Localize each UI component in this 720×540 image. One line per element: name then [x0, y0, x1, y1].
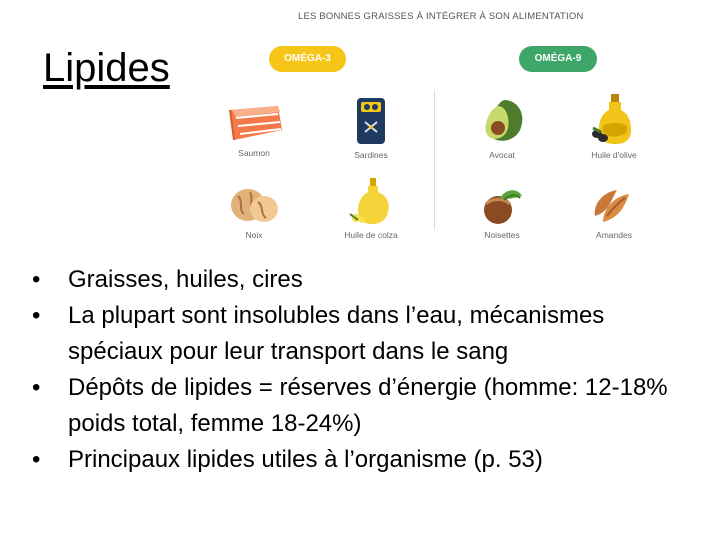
bullet-list — [22, 262, 702, 478]
food-item-amandes — [574, 186, 654, 240]
olive-oil-icon — [589, 92, 639, 146]
almond-icon — [589, 186, 639, 226]
sardines-can-icon — [351, 96, 391, 146]
food-label: Huile d'olive — [591, 150, 637, 160]
infographic-heading: LES BONNES GRAISSES À INTÉGRER À SON ALIMENTATION — [298, 11, 584, 22]
food-item-huile-colza — [331, 176, 411, 240]
group-divider — [434, 90, 435, 230]
salmon-icon — [222, 100, 286, 144]
food-item-noisettes — [462, 186, 542, 240]
good-fats-infographic — [210, 0, 660, 250]
omega3-badge: OMÉGA-3 — [269, 46, 346, 72]
food-label: Avocat — [489, 150, 515, 160]
walnut-icon — [228, 184, 280, 226]
food-label: Sardines — [354, 150, 388, 160]
food-item-avocat — [462, 96, 542, 160]
rapeseed-oil-icon — [346, 176, 396, 226]
food-label: Huile de colza — [344, 230, 398, 240]
bullet-item: • Dépôts de lipides = réserves d’énergie (homme: 12-18% poids total, femme 18-24%) — [22, 370, 702, 442]
food-label: Noix — [245, 230, 263, 240]
bullet-item: • La plupart sont insolubles dans l’eau, mécanismes spéciaux pour leur transport dans le sang — [22, 298, 702, 370]
food-item-sardines — [331, 96, 411, 160]
food-item-huile-olive — [574, 92, 654, 160]
food-item-noix — [214, 184, 294, 240]
food-label: Saumon — [238, 148, 270, 158]
bullet-item: • Principaux lipides utiles à l’organisme (p. 53) — [22, 442, 702, 478]
bullet-item: • Graisses, huiles, cires — [22, 262, 702, 298]
omega9-badge: OMÉGA-9 — [519, 46, 597, 72]
food-label: Noisettes — [484, 230, 520, 240]
hazelnut-icon — [478, 186, 526, 226]
food-item-saumon — [214, 100, 294, 158]
food-label: Amandes — [596, 230, 632, 240]
avocado-icon — [476, 96, 528, 146]
slide-title: Lipides — [43, 46, 170, 90]
